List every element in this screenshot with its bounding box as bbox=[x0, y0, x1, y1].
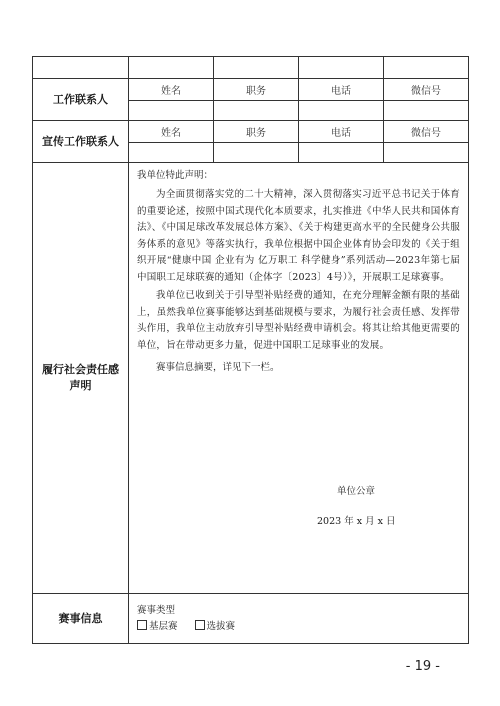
work-contact-position-field[interactable] bbox=[214, 101, 299, 121]
publicity-contact-phone-header: 电话 bbox=[299, 121, 384, 143]
option-grassroots-label: 基层赛 bbox=[149, 620, 178, 632]
publicity-contact-label: 宣传工作联系人 bbox=[33, 121, 129, 163]
statement-row bbox=[33, 163, 469, 594]
event-info-content bbox=[129, 594, 469, 644]
statement-intro: 我单位特此声明： bbox=[137, 170, 214, 181]
statement-content-cell bbox=[129, 163, 469, 594]
statement-label-line2: 声明 bbox=[69, 379, 92, 392]
statement-paragraph-2: 我单位已收到关于引导型补贴经费的通知，在充分理解金额有限的基础上，虽然我单位赛事能够达到基础规模与要求，为履行社会责任感、发挥带头作用，我单位主动放弃引导型补贴经费申请机会。将其让给其他更需要的单位，旨在带动更多力量，促进中国职工足球事业的发展。 bbox=[137, 290, 460, 351]
statement-label-cell bbox=[33, 163, 129, 594]
publicity-contact-wechat-field[interactable] bbox=[384, 143, 469, 163]
publicity-contact-position-header: 职务 bbox=[214, 121, 299, 143]
event-info-label: 赛事信息 bbox=[33, 594, 129, 644]
publicity-contact-position-field[interactable] bbox=[214, 143, 299, 163]
top-empty-cell bbox=[33, 57, 129, 79]
statement-label-line1: 履行社会责任感 bbox=[42, 363, 119, 376]
work-contact-header-row bbox=[33, 79, 469, 101]
checkbox-selection-icon[interactable] bbox=[195, 620, 205, 630]
work-contact-label: 工作联系人 bbox=[33, 79, 129, 121]
option-grassroots[interactable] bbox=[137, 621, 178, 632]
top-empty-row bbox=[33, 57, 469, 79]
publicity-contact-name-header: 姓名 bbox=[129, 121, 214, 143]
work-contact-phone-field[interactable] bbox=[299, 101, 384, 121]
work-contact-wechat-field[interactable] bbox=[384, 101, 469, 121]
event-type-label: 赛事类型 bbox=[137, 604, 176, 616]
work-contact-name-field[interactable] bbox=[129, 101, 214, 121]
event-type-options bbox=[137, 619, 460, 635]
work-contact-wechat-header: 微信号 bbox=[384, 79, 469, 101]
work-contact-phone-header: 电话 bbox=[299, 79, 384, 101]
statement-note: 赛事信息摘要，详见下一栏。 bbox=[156, 362, 280, 373]
publicity-contact-name-field[interactable] bbox=[129, 143, 214, 163]
work-contact-name-header: 姓名 bbox=[129, 79, 214, 101]
checkbox-grassroots-icon[interactable] bbox=[137, 620, 147, 630]
option-selection-label: 选拔赛 bbox=[206, 620, 236, 632]
publicity-contact-phone-field[interactable] bbox=[299, 143, 384, 163]
page-number: - 19 - bbox=[405, 659, 440, 674]
publicity-contact-header-row bbox=[33, 121, 469, 143]
work-contact-position-header: 职务 bbox=[214, 79, 299, 101]
seal-block bbox=[317, 483, 396, 527]
option-selection[interactable] bbox=[195, 621, 236, 632]
publicity-contact-wechat-header: 微信号 bbox=[384, 121, 469, 143]
statement-paragraph-1: 为全面贯彻落实党的二十大精神，深入贯彻落实习近平总书记关于体育的重要论述，按照中国式现代化本质要求，扎实推进《中华人民共和国体育法》、《中国足球改革发展总体方案》、《关于构建更高水平的全民健身公共服务体系的意见》等落实执行，我单位根据中国企业体育协会印发的《关于组织开展“健康中国 企业有为 亿万职工 科学健身”系列活动—2023年第七届中国职工足球联赛的通知（企体字〔2023〕4号）》，开展职工足球赛事。 bbox=[137, 189, 460, 283]
statement-date: 2023 年 x 月 x 日 bbox=[317, 516, 396, 527]
event-info-row bbox=[33, 594, 469, 644]
seal-label: 单位公章 bbox=[337, 486, 376, 497]
registration-form-table bbox=[32, 56, 469, 644]
